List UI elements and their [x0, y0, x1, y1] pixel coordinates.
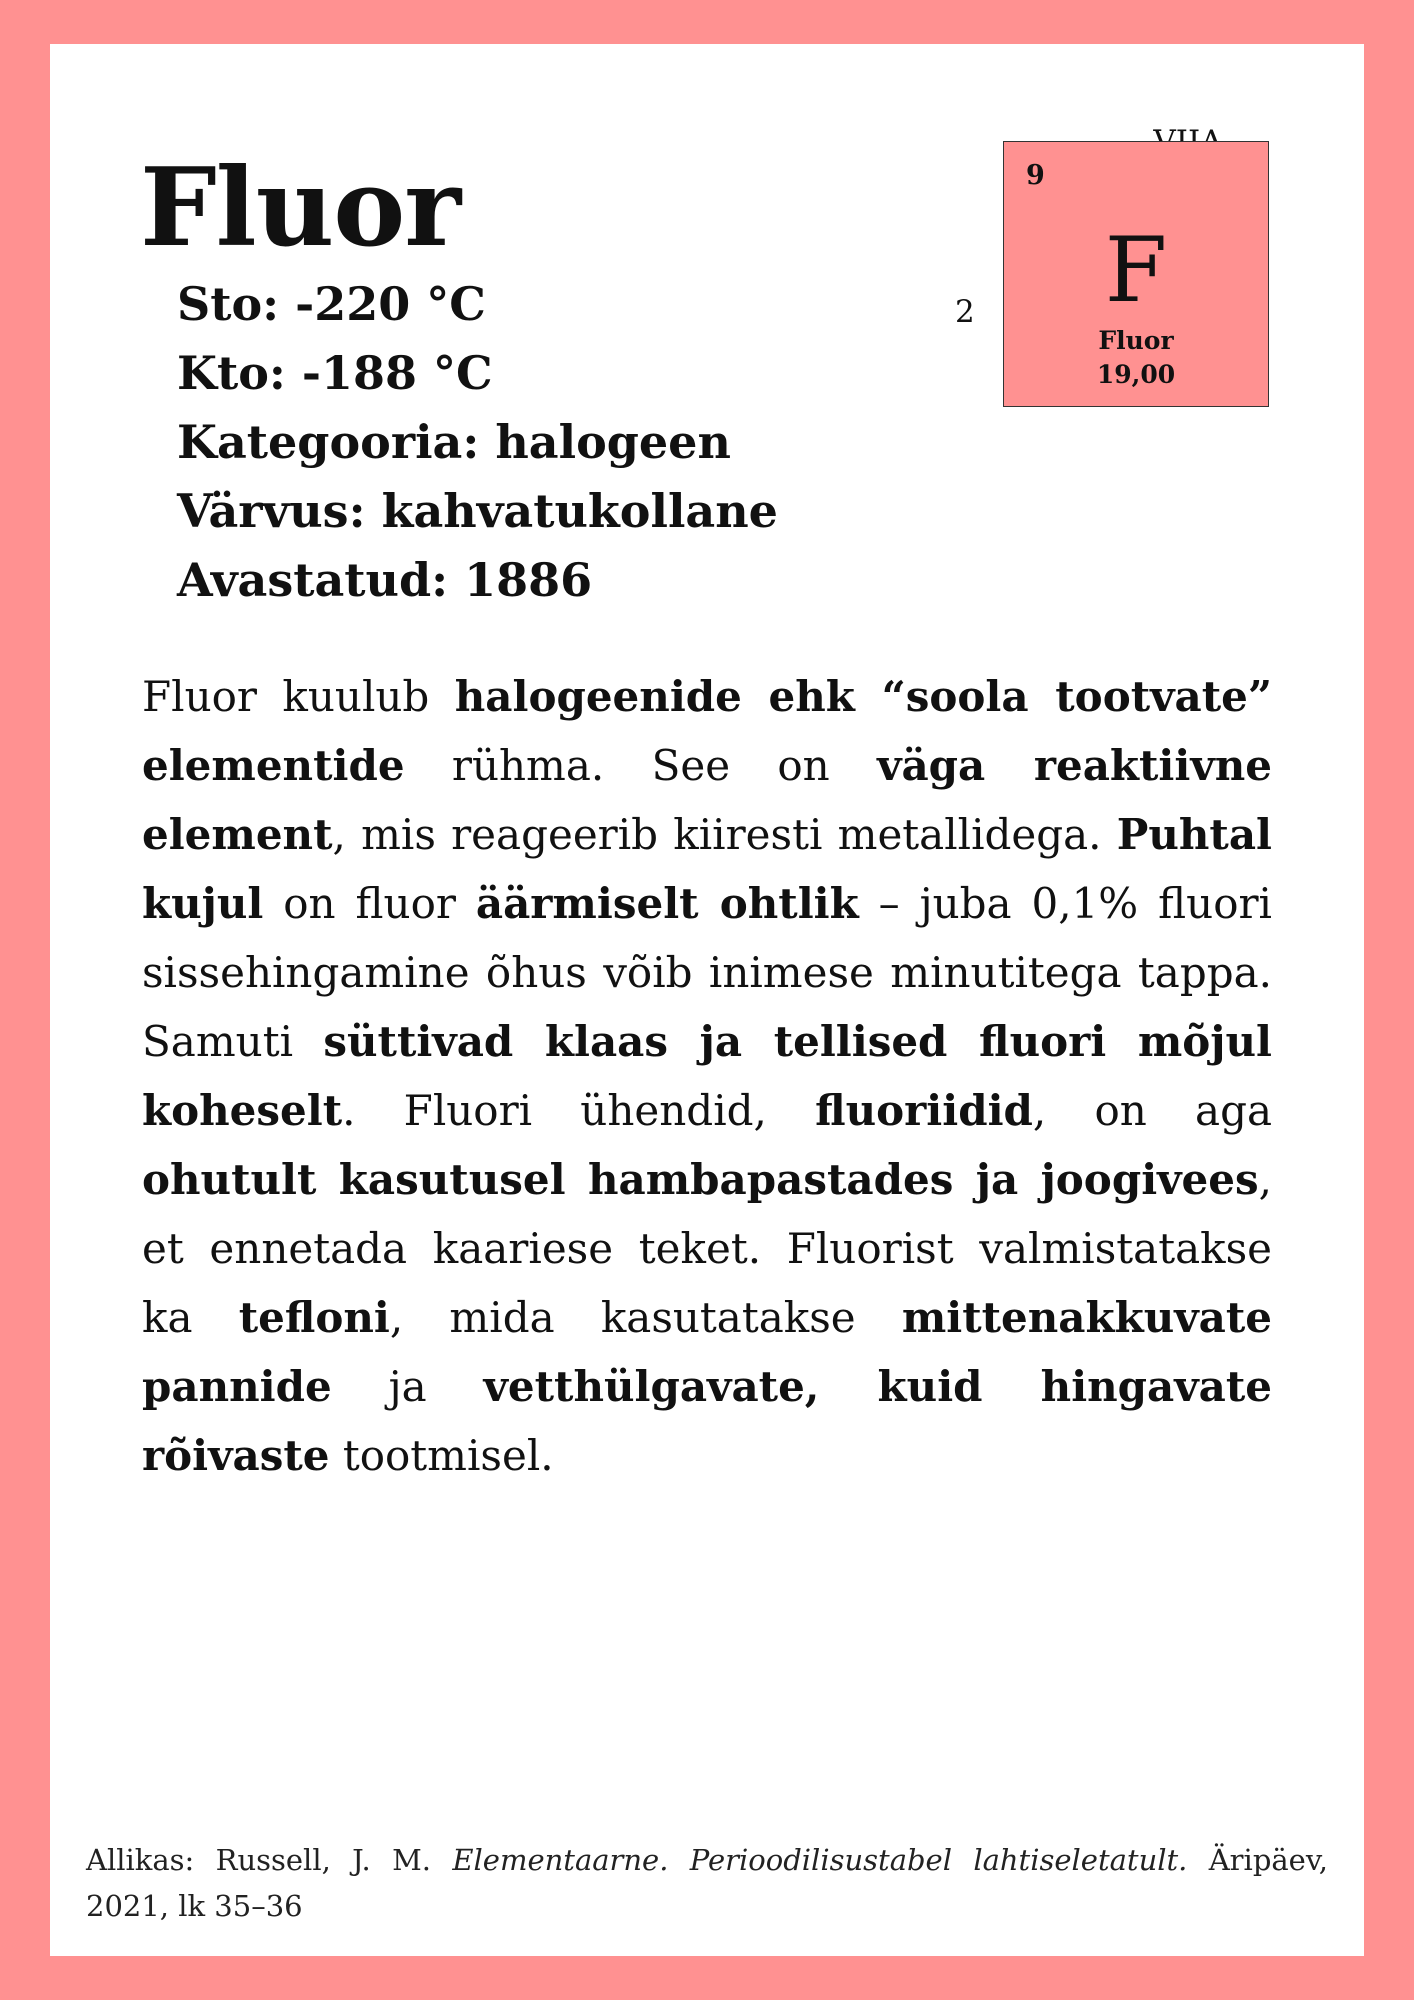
description-text: Fluor kuulub: [142, 672, 455, 721]
source-title: Elementaarne. Perioodilisustabel lahtiseletatult.: [452, 1843, 1188, 1877]
description-emphasis: tefloni: [238, 1293, 390, 1342]
property-color: Värvus: kahvatukollane: [177, 484, 778, 538]
description-text: ja: [331, 1362, 484, 1411]
source-prefix: Allikas: Russell, J. M.: [86, 1843, 453, 1877]
description-text: . Fluori ühendid,: [342, 1086, 816, 1135]
description-emphasis: Puhtal kujul: [142, 810, 1272, 928]
element-properties: [177, 270, 778, 615]
description-emphasis: äärmiselt ohtlik: [475, 879, 859, 928]
tile-element-name: Fluor: [1098, 326, 1174, 355]
atomic-mass: 19,00: [1096, 360, 1176, 389]
element-symbol: F: [1104, 218, 1168, 323]
description-emphasis: mittenakkuvate pannide: [142, 1293, 1272, 1411]
source-suffix: Äripäev, 2021, lk 35–36: [86, 1843, 1328, 1923]
property-boiling-point: Kto: -188 °C: [177, 346, 493, 400]
description-emphasis: ohutult kasutusel hambapastades ja joogivees: [142, 1155, 1259, 1204]
property-category: Kategooria: halogeen: [177, 415, 731, 469]
description-text: tootmisel.: [329, 1431, 554, 1480]
description-text: , mida kasutatakse: [389, 1293, 902, 1342]
description-emphasis: süttivad klaas ja tellised fluori mõjul koheselt: [142, 1017, 1272, 1135]
element-card: [50, 44, 1364, 1956]
atomic-number: 9: [1026, 160, 1045, 191]
property-melting-point: Sto: -220 °C: [177, 277, 486, 331]
description-text: rühma. See on: [404, 741, 878, 790]
period-label: 2: [955, 294, 975, 330]
description-emphasis: väga reaktiivne element: [142, 741, 1272, 859]
source-citation: [86, 1837, 1328, 1929]
description-text: on fluor: [263, 879, 476, 928]
description-text: , on aga: [1032, 1086, 1273, 1135]
description-text: , et ennetada kaariese teket. Fluorist valmistatakse ka: [142, 1155, 1272, 1342]
description-text: , mis reageerib kiiresti metallidega.: [332, 810, 1117, 859]
element-title: Fluor: [140, 145, 461, 271]
description-text: – juba 0,1% fluori sissehingamine õhus võib inimese minutitega tappa. Samuti: [142, 879, 1272, 1066]
description-paragraph: [142, 662, 1272, 1490]
description-emphasis: halogeenide ehk “soola tootvate” elementide: [142, 672, 1273, 790]
property-discovered: Avastatud: 1886: [177, 553, 593, 607]
description-emphasis: fluoriidid: [815, 1086, 1033, 1135]
description-emphasis: vetthülgavate, kuid hingavate rõivaste: [142, 1362, 1273, 1480]
periodic-table-tile: [1003, 141, 1269, 407]
